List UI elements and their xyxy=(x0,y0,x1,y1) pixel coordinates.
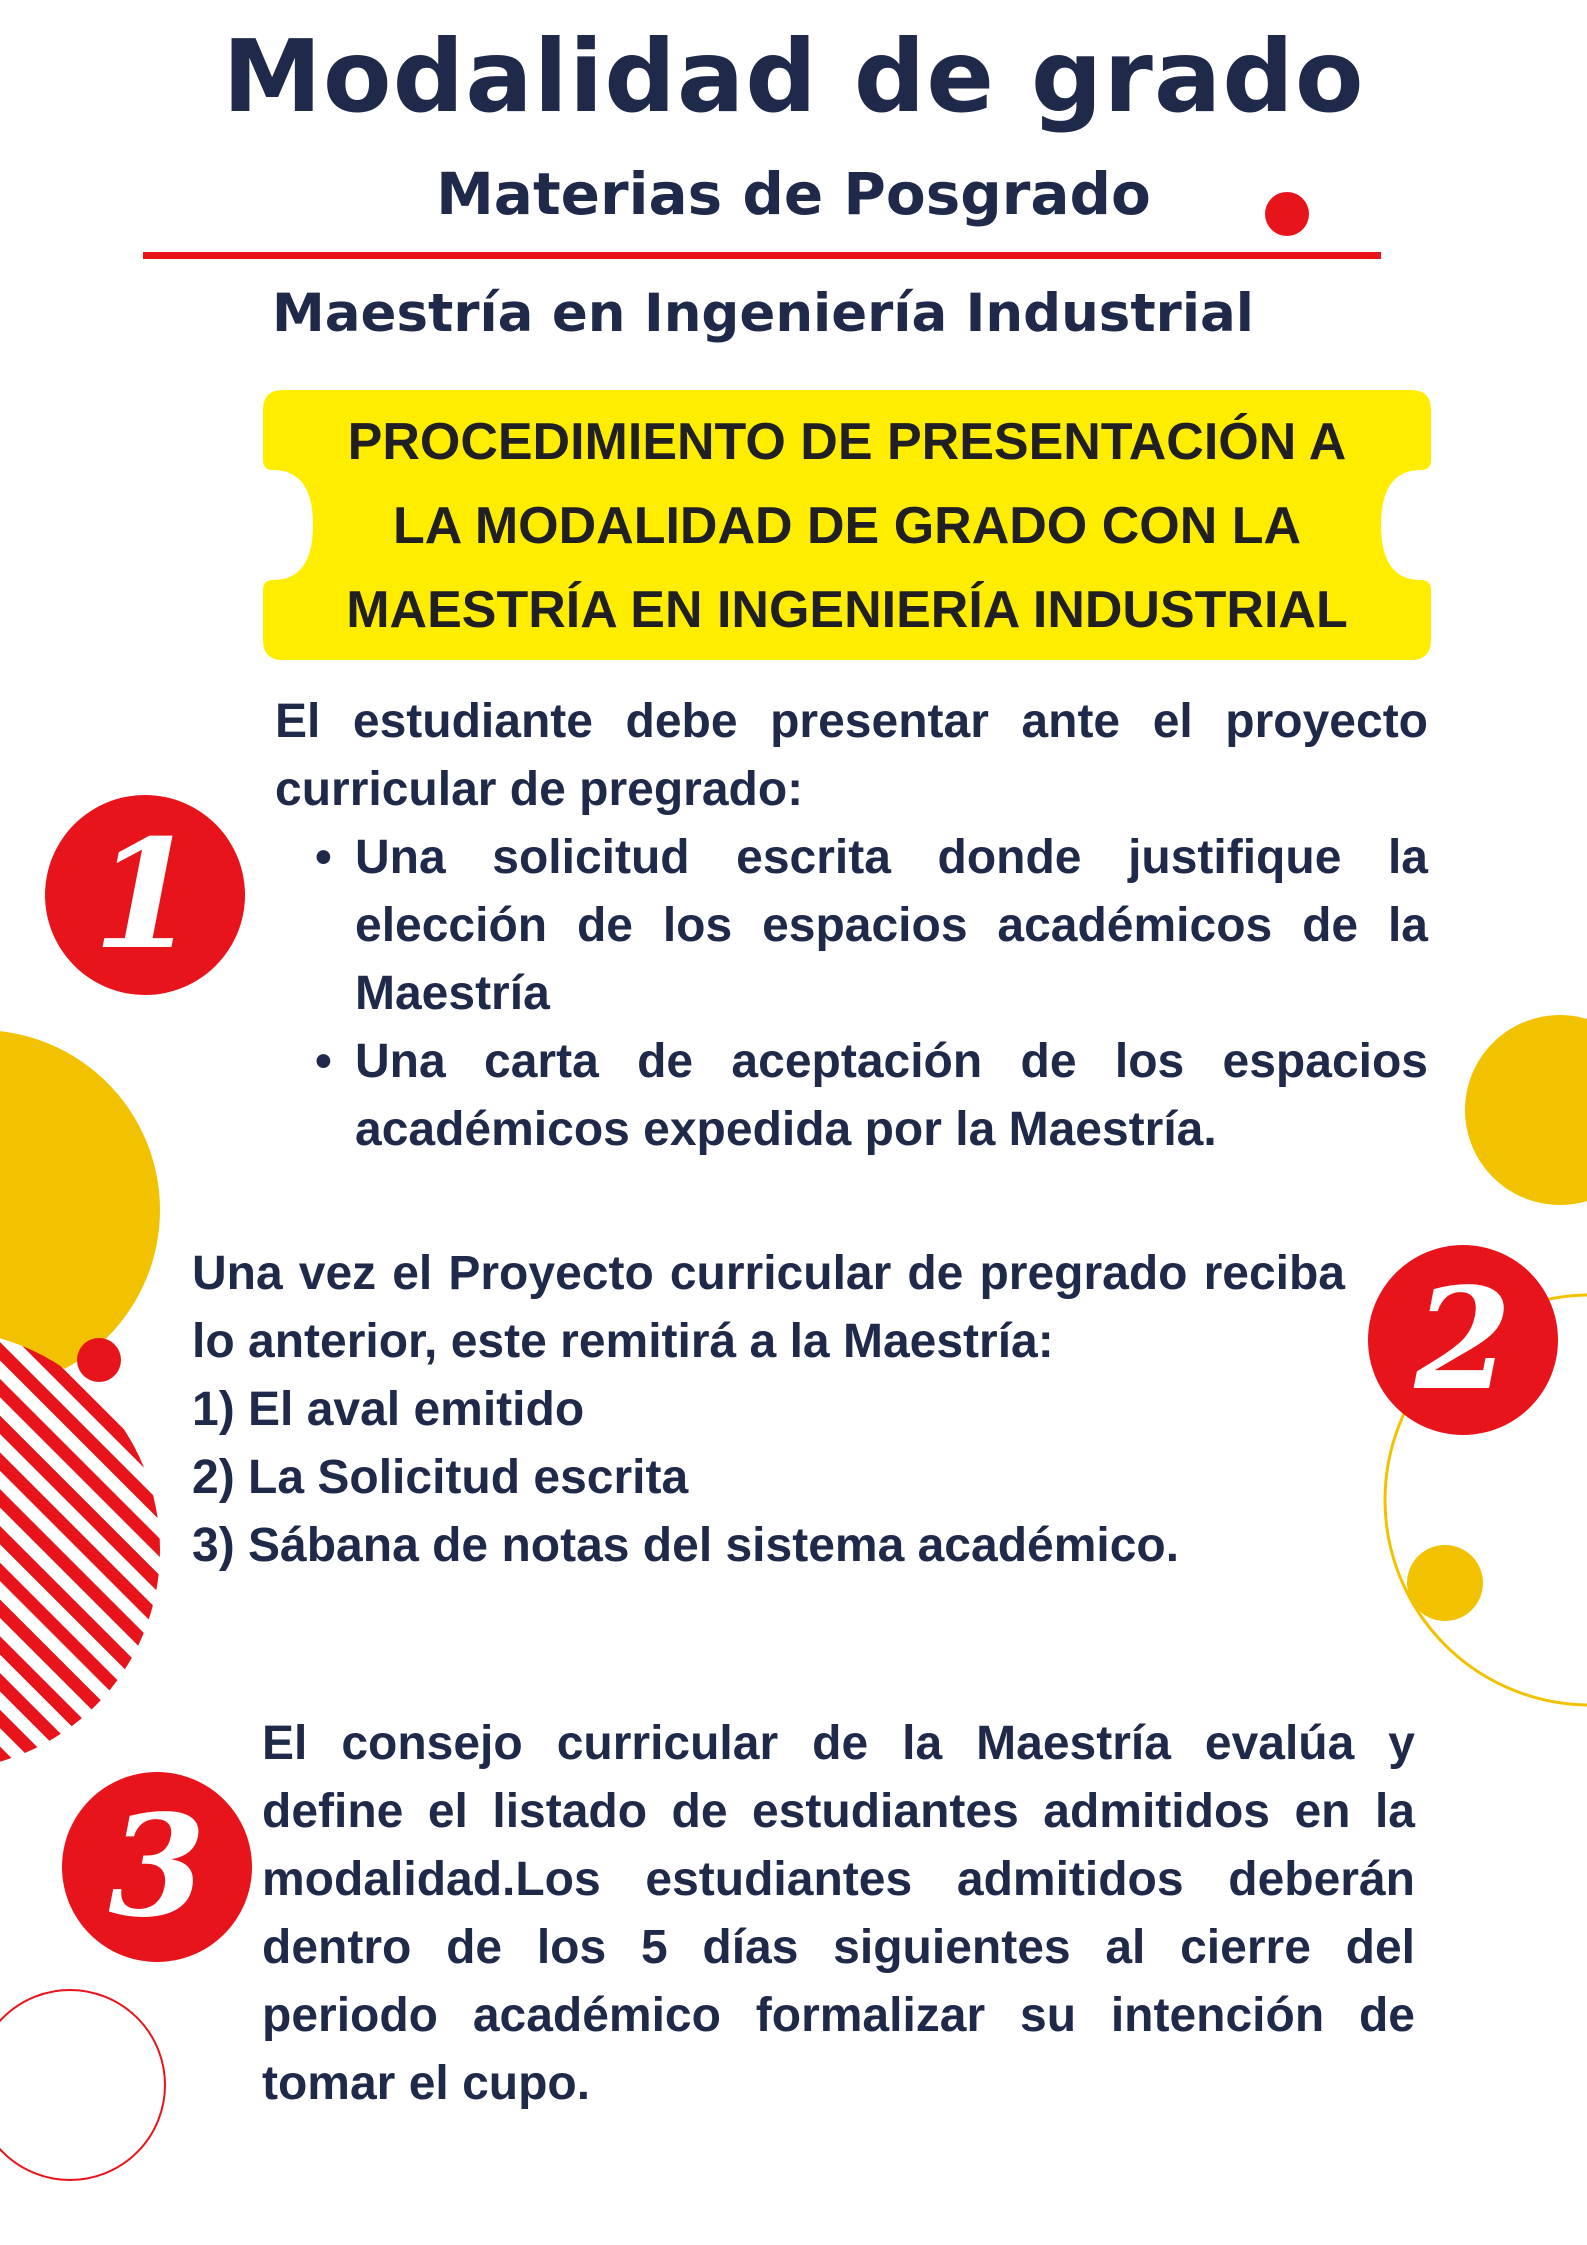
step-2-block xyxy=(192,1240,1345,1580)
step-3-text: El consejo curricular de la Maestría evalúa y define el listado de estudiantes admitidos en la modalidad.Los estudiantes admitidos deberán dentro de los 5 días siguientes al cierre del periodo académico formalizar su intención de tomar el cupo. xyxy=(262,1717,1415,2110)
yellow-circle-right xyxy=(1465,1015,1587,1205)
banner-heading xyxy=(263,400,1431,652)
red-dot-accent xyxy=(1265,192,1309,236)
step-1-bullet: • Una carta de aceptación de los espacios académicos expedida por la Maestría. xyxy=(275,1028,1428,1164)
divider-line xyxy=(143,252,1381,259)
step-number-2: 2 xyxy=(1368,1245,1558,1435)
yellow-circle-left xyxy=(0,1030,160,1390)
page-title: Modalidad de grado xyxy=(222,18,1365,135)
step-2-item: 1) El aval emitido xyxy=(192,1383,585,1436)
step-number-3: 3 xyxy=(62,1772,252,1962)
banner-line: LA MODALIDAD DE GRADO CON LA xyxy=(392,497,1302,555)
program-name: Maestría en Ingeniería Industrial xyxy=(272,283,1254,344)
step-1-intro: El estudiante debe presentar ante el proyecto curricular de pregrado: xyxy=(275,695,1428,816)
banner-line: PROCEDIMIENTO DE PRESENTACIÓN A xyxy=(347,413,1347,471)
step-2-item: 3) Sábana de notas del sistema académico. xyxy=(192,1519,1180,1572)
step-1-block xyxy=(275,688,1428,1164)
step-2-item: 2) La Solicitud escrita xyxy=(192,1451,689,1504)
banner-line: MAESTRÍA EN INGENIERÍA INDUSTRIAL xyxy=(346,581,1348,639)
red-dot-left xyxy=(77,1338,121,1382)
step-number-1: 1 xyxy=(45,795,245,995)
step-2-intro: Una vez el Proyecto curricular de pregrado reciba lo anterior, este remitirá a la Maestría: xyxy=(192,1247,1345,1368)
red-ring-bottom-left xyxy=(0,1990,165,2180)
yellow-dot-right xyxy=(1407,1545,1483,1621)
page-subtitle: Materias de Posgrado xyxy=(436,160,1151,228)
step-3-block xyxy=(262,1710,1415,2118)
striped-circle-left xyxy=(0,1330,160,1770)
step-1-bullet: • Una solicitud escrita donde justifique la elección de los espacios académicos de la Maestría xyxy=(275,824,1428,1028)
